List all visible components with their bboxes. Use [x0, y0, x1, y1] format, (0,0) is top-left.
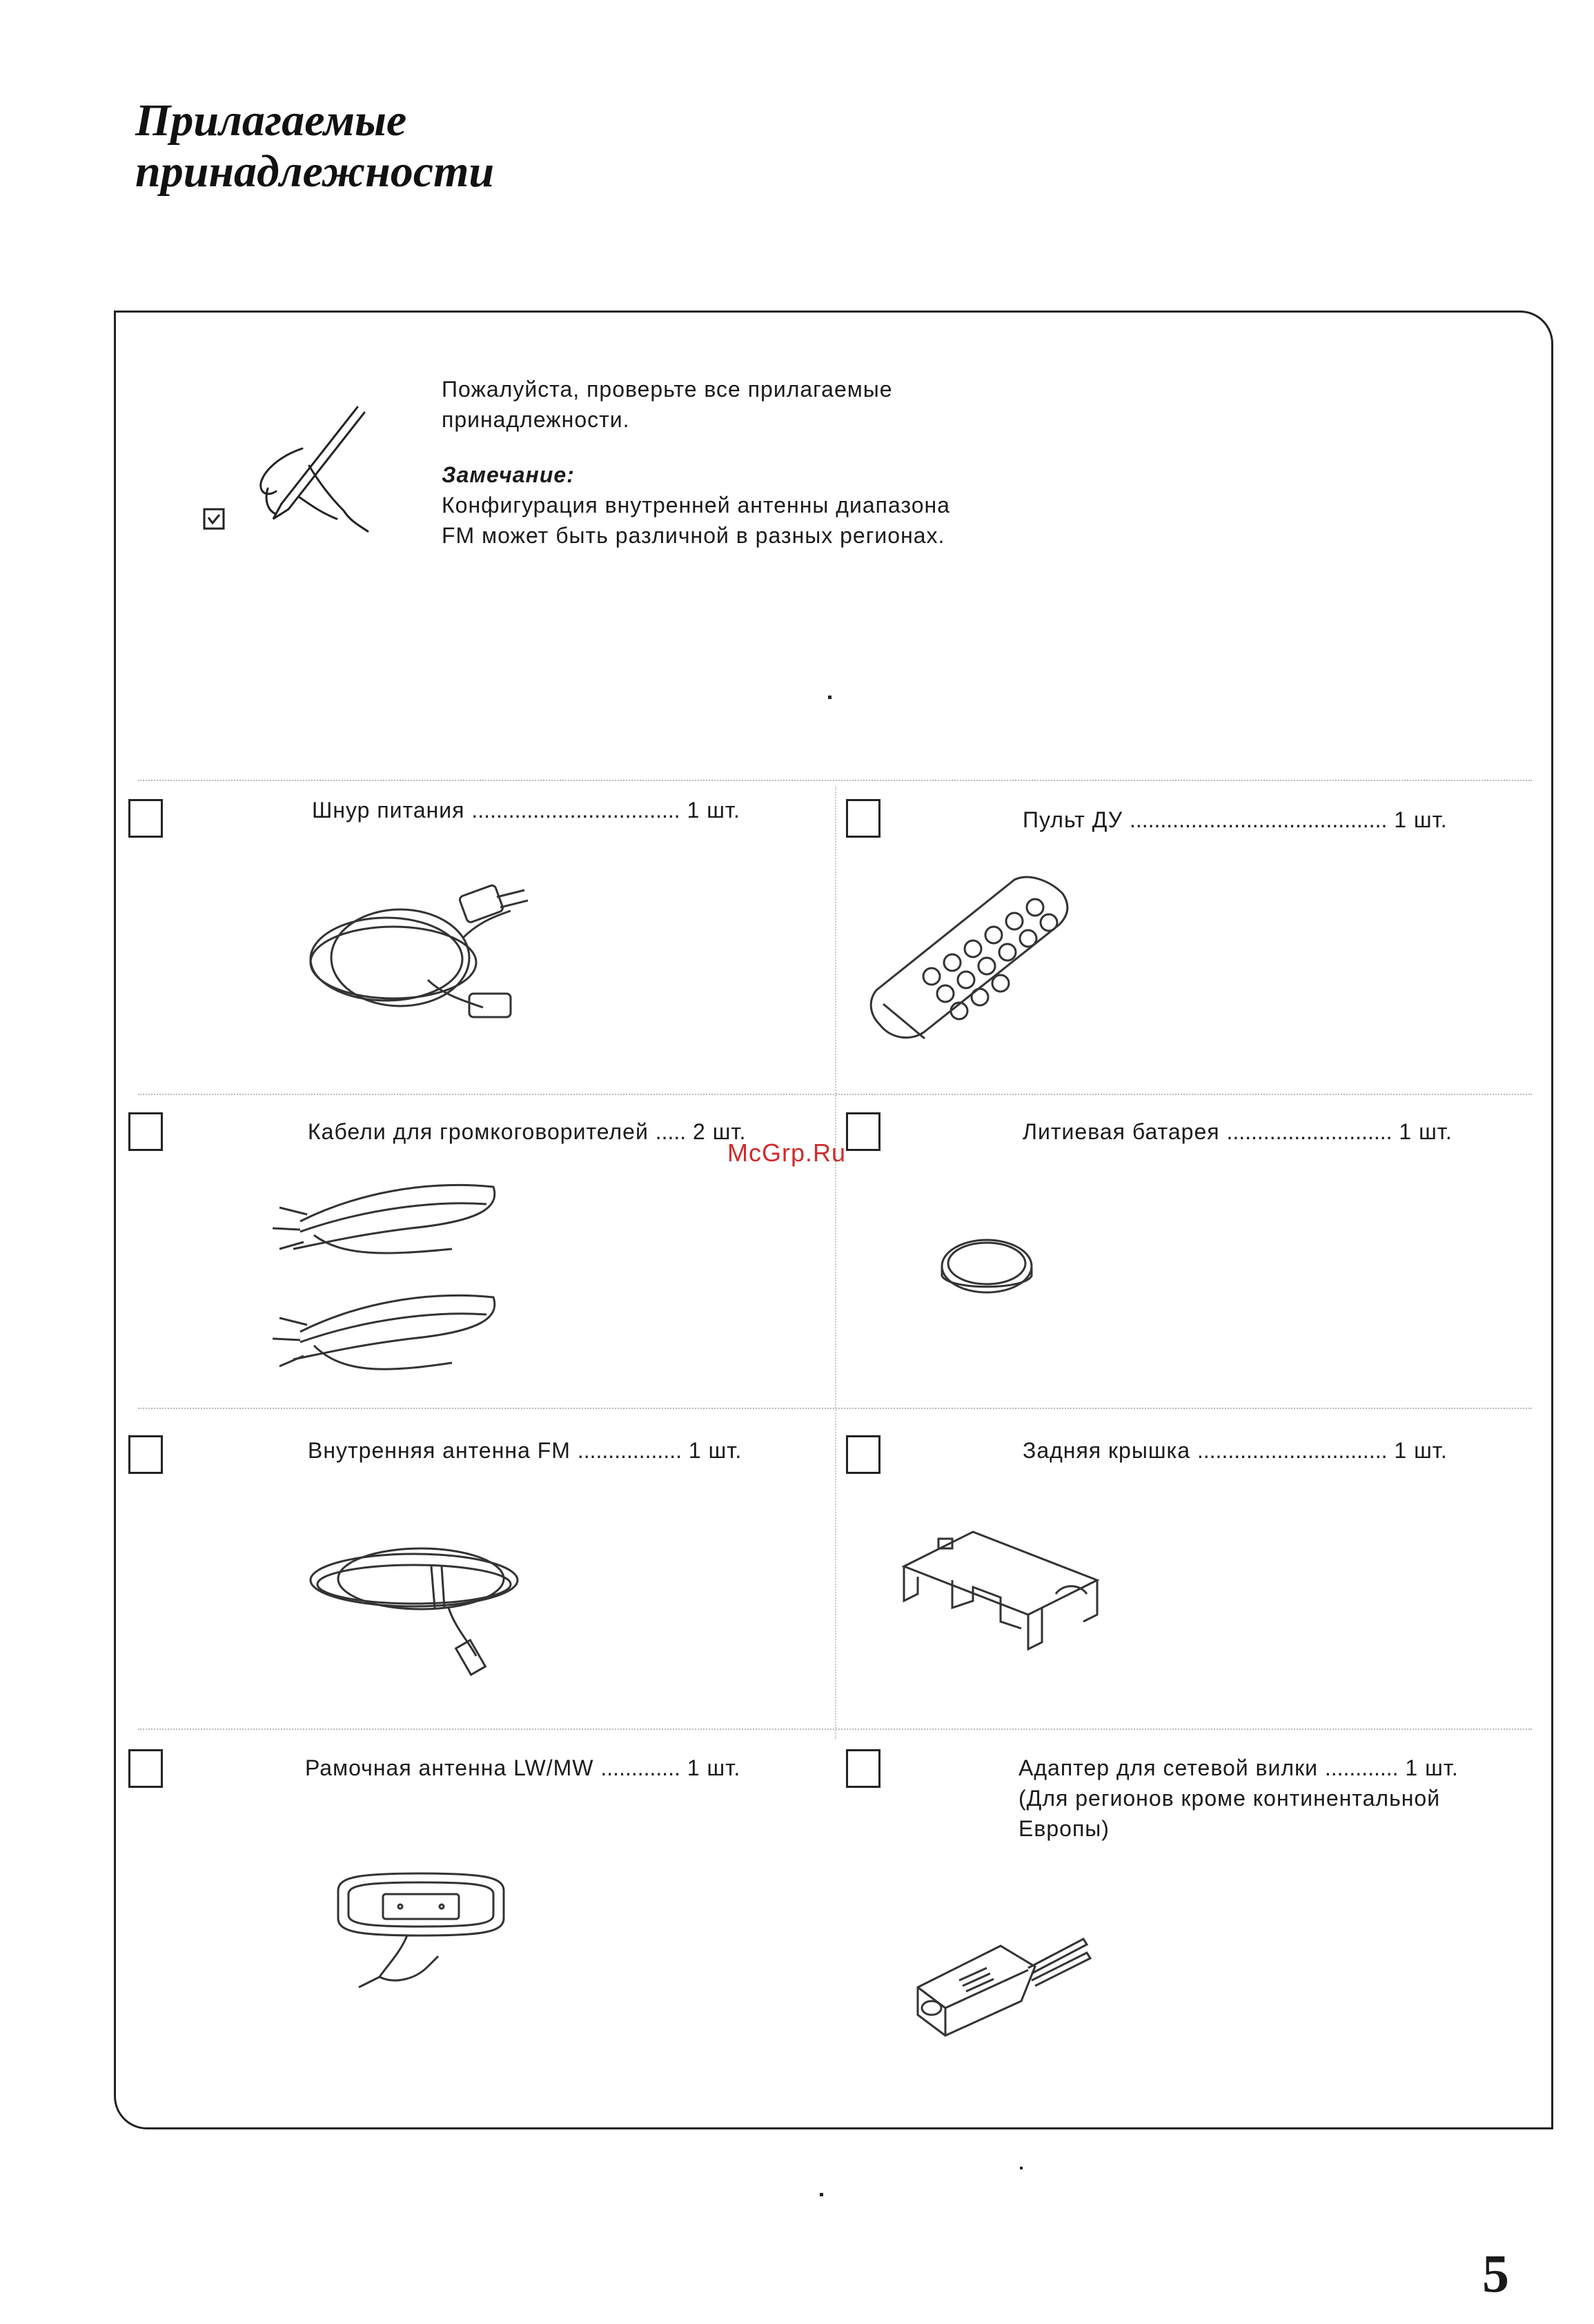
- watermark: McGrp.Ru: [727, 1139, 847, 1167]
- item-leader: ............: [1324, 1755, 1399, 1780]
- item-leader: .....: [655, 1119, 687, 1144]
- page-title: [135, 95, 494, 197]
- item-leader: ...........................: [1226, 1119, 1393, 1144]
- checkbox-speaker-cables[interactable]: [128, 1112, 163, 1151]
- column-separator: [835, 787, 836, 1739]
- item-note-line-2: Европы): [1019, 1816, 1110, 1841]
- item-name: Шнур питания: [312, 798, 465, 823]
- checkbox-power-cord[interactable]: [128, 799, 163, 838]
- item-name: Рамочная антенна LW/MW: [305, 1755, 594, 1780]
- item-back-cover: [1023, 1435, 1448, 1466]
- intro-text: [442, 374, 1063, 551]
- checkbox-battery[interactable]: [846, 1112, 880, 1151]
- checkbox-back-cover[interactable]: [846, 1435, 880, 1474]
- item-qty: 1 шт.: [687, 1755, 741, 1780]
- item-battery: [1023, 1116, 1453, 1147]
- item-name: Литиевая батарея: [1023, 1119, 1220, 1144]
- item-qty: 1 шт.: [1394, 1438, 1448, 1463]
- hand-writing-icon: [199, 400, 378, 538]
- title-line-2: принадлежности: [135, 146, 495, 197]
- row-separator: [138, 780, 1532, 781]
- print-mark: [820, 2193, 823, 2196]
- loop-antenna-icon: [317, 1863, 524, 2001]
- back-cover-icon: [897, 1518, 1104, 1656]
- checkbox-remote[interactable]: [846, 799, 880, 838]
- power-cord-icon: [290, 876, 538, 1028]
- item-qty: 1 шт.: [687, 798, 740, 823]
- item-leader: ..........................................: [1129, 807, 1388, 832]
- page-number: 5: [1482, 2243, 1509, 2303]
- item-qty: 2 шт.: [693, 1119, 747, 1144]
- checkbox-plug-adapter[interactable]: [846, 1749, 880, 1788]
- item-note-line-1: (Для регионов кроме континентальной: [1019, 1786, 1441, 1811]
- note-line-1: Конфигурация внутренней антенны диапазона: [442, 493, 950, 518]
- checkbox-loop-antenna[interactable]: [128, 1749, 163, 1788]
- title-line-1: Прилагаемые: [135, 95, 407, 146]
- item-name: Кабели для громкоговорителей: [308, 1119, 649, 1144]
- remote-control-icon: [863, 866, 1083, 1045]
- print-mark: [828, 696, 832, 699]
- item-qty: 1 шт.: [1405, 1755, 1459, 1780]
- intro-line-2: принадлежности.: [442, 407, 630, 432]
- fm-antenna-icon: [297, 1539, 545, 1677]
- item-fm-antenna: [308, 1435, 742, 1466]
- item-qty: 1 шт.: [1394, 807, 1448, 832]
- item-name: Пульт ДУ: [1023, 807, 1123, 832]
- item-remote: [1023, 805, 1448, 835]
- item-plug-adapter: [1019, 1753, 1459, 1844]
- battery-icon: [935, 1232, 1039, 1308]
- item-speaker-cables: [308, 1116, 746, 1147]
- item-name: Задняя крышка: [1023, 1438, 1190, 1463]
- item-leader: ..................................: [471, 798, 680, 823]
- checkbox-fm-antenna[interactable]: [128, 1435, 163, 1474]
- item-qty: 1 шт.: [688, 1438, 742, 1463]
- intro-line-1: Пожалуйста, проверьте все прилагаемые: [442, 377, 893, 402]
- item-power-cord: [312, 795, 740, 825]
- item-leader: .................: [577, 1438, 682, 1463]
- print-mark: [1020, 2167, 1023, 2169]
- item-name: Внутренняя антенна FM: [308, 1438, 571, 1463]
- item-leader: ...............................: [1197, 1438, 1388, 1463]
- item-qty: 1 шт.: [1399, 1119, 1453, 1144]
- note-line-2: FM может быть различной в разных регионах.: [442, 523, 945, 548]
- note-heading: Замечание:: [442, 462, 575, 487]
- item-leader: .............: [600, 1755, 680, 1780]
- item-loop-antenna: [305, 1753, 740, 1783]
- speaker-cables-icon: [273, 1166, 507, 1394]
- plug-adapter-icon: [904, 1904, 1097, 2042]
- item-name: Адаптер для сетевой вилки: [1019, 1755, 1318, 1780]
